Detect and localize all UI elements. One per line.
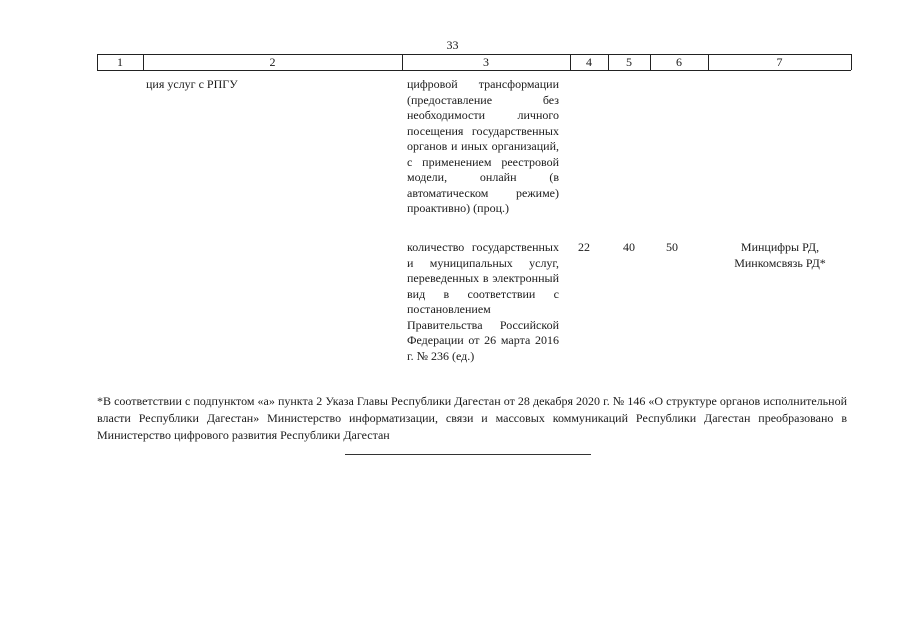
page-number: 33 <box>446 38 459 52</box>
indicator-2-text: количество государственных и муниципальных услуг, переведенных в электронный вид в соответствии с постановлением Правительства Российской Федерации от 26 марта 2016 г. № 236 (ед.) <box>407 240 559 363</box>
indicator-1-text: цифровой трансформации (предоставление без необходимости личного посещения государственных органов и иных организаций, с применением реестровой модели, онлайн (в автоматическом режиме) проактивно) (проц.) <box>407 77 559 215</box>
footnote: *В соответствии с подпунктом «а» пункта 2 Указа Главы Республики Дагестан от 28 декабря 2020 г. № 146 «О структуре органов исполнительной власти Республики Дагестан» Министерство информатизации, связи и массовых коммуникаций Республики Дагестан преобразовано в Министерство цифрового развития Республики Дагестан <box>97 394 847 442</box>
row-left-text: ция услуг с РПГУ <box>146 77 238 91</box>
indicator-2-responsible: Минцифры РД, Минкомсвязь РД* <box>734 240 826 270</box>
header-col-5: 5 <box>626 55 632 69</box>
header-col-6: 6 <box>676 55 682 69</box>
header-col-7: 7 <box>776 55 783 69</box>
header-col-1: 1 <box>117 55 123 69</box>
col-divider <box>851 54 852 70</box>
end-rule <box>345 454 591 455</box>
indicator-2-col5: 40 <box>623 240 635 254</box>
indicator-2-col4: 22 <box>578 240 590 254</box>
header-col-2: 2 <box>269 55 276 69</box>
header-col-3: 3 <box>483 55 489 69</box>
header-col-4: 4 <box>586 55 592 69</box>
header-bottom-rule <box>97 70 851 71</box>
indicator-2-col6: 50 <box>666 240 678 254</box>
